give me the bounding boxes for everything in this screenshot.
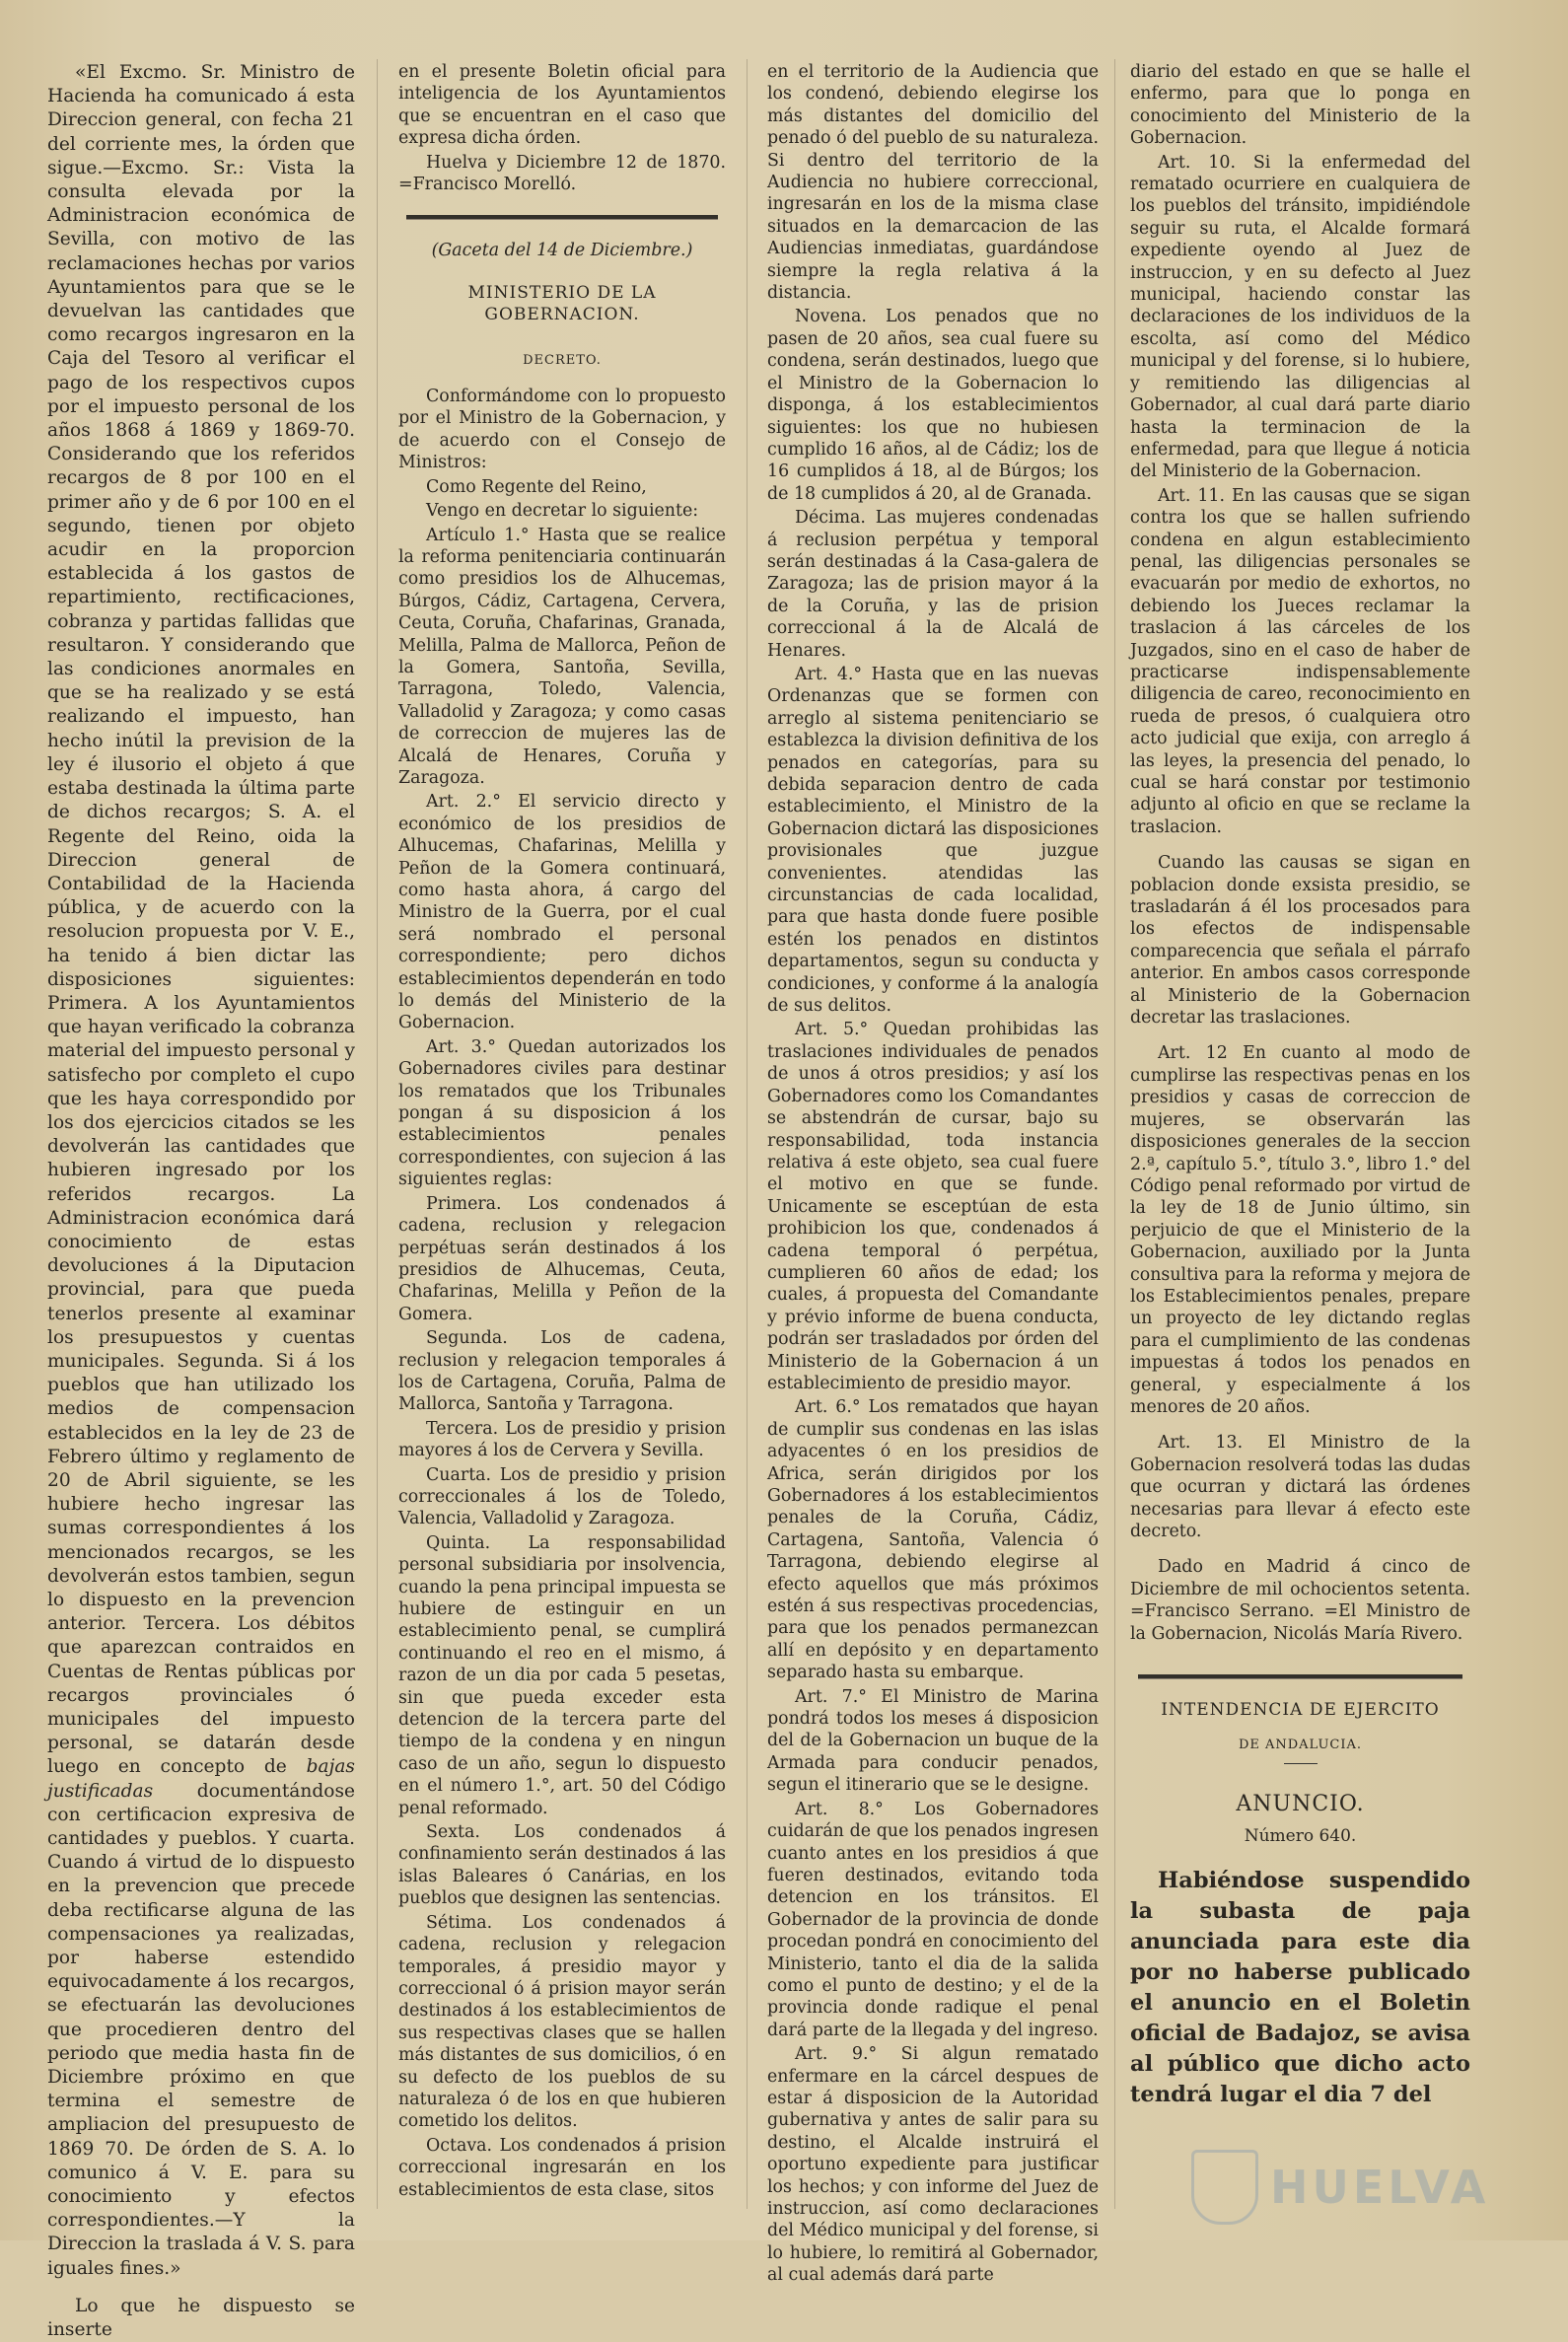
article-9: Art. 9.° Si algun rematado enfermare en la cárcel despues de estar á disposicion de la Autoridad gubernativa y antes de salir para su destino, el Alcalde instruirá el oportuno expediente para justificar los hechos; y con informe del Juez de instruccion, así como declaraciones del Médico municipal y del forense, si lo hubiere, lo remitirá al Gobernador, al cual además dará parte xyxy=(767,2044,1099,2286)
article-11: Art. 11. En las causas que se sigan contra los que se hallen sufriendo condena en algun establecimiento penal, las diligencias personales se evacuarán por medio de exhortos, no debiendo los Jueces reclamar la traslacion á las cárceles de los Juzgados, sino en el caso de haber de practicarse indispensablemente diligencia de careo, reconocimiento en rueda de presos, ó cualquiera otro acto judicial que exija, con arreglo á las leyes, la presencia del penado, lo cual se hará constar por testimonio adjunto al oficio en que se reclame la traslacion. xyxy=(1130,485,1470,837)
column-divider xyxy=(1114,59,1115,2209)
article-5: Art. 5.° Quedan prohibidas las traslaciones individuales de penados de unos á otros presidios; y así los Gobernadores como los Comandantes se abstendrán de cursar, bajo su responsabilidad, toda instancia relativa á este objeto, sea cual fuere el motivo en que se funde. Unicamente se esceptúan de esta prohibicion los que, condenados á cadena temporal ó perpétua, cumplieren 60 años de edad; los cuales, á propuesta del Comandante y prévio informe de buena conducta, podrán ser trasladados por órden del Ministerio de la Gobernacion á un establecimiento de presidio mayor. xyxy=(767,1020,1099,1393)
andalucia-subheading: DE ANDALUCIA. xyxy=(1238,1738,1363,1753)
article-7: Art. 7.° El Ministro de Marina pondrá todos los meses á disposicion del de la Gobernacion un buque de la Armada para conducir penados, segun el itinerario que se le designe. xyxy=(767,1686,1099,1796)
anuncio-number: Número 640. xyxy=(1244,1826,1357,1847)
hacienda-order-text: «El Excmo. Sr. Ministro de Hacienda ha comunicado á esta Direccion general, con fecha 21 del corriente mes, la órden que sigue.—Excmo. Sr.: Vista la consulta elevada por la Administracion económica de Sevilla, con motivo de las reclamaciones hechas por varios Ayuntamientos para que se le devuelvan las cantidades que como recargos ingresaron en la Caja del Tesoro al verificar el pago de los respectivos cupos por el impuesto personal de los años 1868 á 1869 y 1869-70. Considerando que los referidos recargos de 8 por 100 en el primer año y de 6 por 100 en el segundo, tienen por objeto acudir en la proporcion establecida á los gastos de repartimiento, rectificaciones, cobranza y partidas fallidas que resultaron. Y considerando que las condiciones anormales en que se ha realizado y se está realizando el impuesto, han hecho inútil la prevision de la ley é ilusorio el objeto á que estaba destinada la última parte de dichos recargos; S. A. el Regente del Reino, oida la Direccion general de Contabilidad de la Hacienda pública, y de acuerdo con la resolucion propuesta por V. E., ha tenido á bien dictar las disposiciones siguientes: Primera. A los Ayuntamientos que hayan verificado la cobranza material del impuesto personal y satisfecho por completo el cupo que les haya correspondido por los dos ejercicios citados se les devolverán las cantidades que hubieren ingresado por los referidos recargos. La Administracion económica dará conocimiento de estas devoluciones á la Diputacion provincial, para que pueda tenerlos presente al examinar los presupuestos y cuentas municipales. Segunda. Si á los pueblos que han utilizado los medios de compensacion establecidos en la ley de 23 de Febrero último y reglamento de 20 de Abril siguiente, se les hubiere hecho ingresar las sumas correspondientes á los mencionados recargos, se les devolverán estos tambien, segun lo dispuesto en la prevencion anterior. Tercera. Los débitos que aparezcan contraidos en Cuentas de Rentas públicas por recargos provinciales ó municipales del impuesto personal, se datarán desde luego en concepto de bajas justificadas documentándose con certificacion expresiva de cantidades y pueblos. Y cuarta. Cuando á virtud de lo dispuesto en la prevencion que precede deba rectificarse alguna de las compensaciones ya realizadas, por haberse estendido equivocadamente á los recargos, se efectuarán las devoluciones que procedieren dentro del periodo que media hasta fin de Diciembre próximo en que termina el semestre de ampliacion del presupuesto de 1869 70. De órden de S. A. lo comunico á V. E. para su conocimiento y efectos correspondientes.—Y la Direccion la traslada á V. S. para iguales fines.» xyxy=(47,62,355,2279)
gazette-reference: (Gaceta del 14 de Diciembre.) xyxy=(431,241,693,261)
rule-primera: Primera. Los condenados á cadena, reclusion y relegacion perpétuas serán destinados á los presidios de Alhucemas, Ceuta, Chafarinas, Melilla y Peñon de la Gomera. xyxy=(398,1193,726,1324)
article-12: Art. 12 En cuanto al modo de cumplirse las respectivas penas en los presidios y casas de correccion de mujeres, se observarán las disposiciones generales de la seccion 2.ª, capítulo 5.°, título 3.°, libro 1.° del Código penal reformado por virtud de la ley de 18 de Junio último, sin perjuicio de que el Ministerio de la Gobernacion, auxiliado por la Junta consultiva para la reforma y mejora de los Establecimientos penales, prepare un proyecto de ley dictando reglas para el cumplimiento de las condenas impuestas á todos los penados en general, y especialmente á los menores de 20 años. xyxy=(1130,1043,1470,1417)
rule-setima: Sétima. Los condenados á cadena, reclusion y relegacion temporales, á presidio mayor y correccional ó á prision mayor serán destinados á los establecimientos de sus respectivas clases que se hallen más distantes de sus domicilios, ó en su defecto de los pueblos de su naturaleza ó de los en que hubieren cometido los delitos. xyxy=(398,1912,726,2132)
article-4: Art. 4.° Hasta que en las nuevas Ordenanzas que se formen con arreglo al sistema penitenciario se establezca la division definitiva de los penados en categorías, para su debida separacion dentro de cada establecimiento, el Ministro de la Gobernacion dictará las disposiciones provisionales que juzgue convenientes. atendidas las circunstancias de cada localidad, para que hasta donde fuere posible estén los penados en distintos departamentos, segun su conducta y condiciones, y conforme á la analogía de sus delitos. xyxy=(767,664,1099,1017)
article-8: Art. 8.° Los Gobernadores cuidarán de que los penados ingresen cuanto antes en los presidios á que fueren destinados, evitando toda detencion en los tránsitos. El Gobernador de la provincia de donde procedan pondrá en conocimiento del Ministerio, tanto el dia de la salida como el punto de destino; y el de la provincia donde radique el penal dará parte de la llegada y del ingreso. xyxy=(767,1799,1099,2040)
intendencia-heading: INTENDENCIA DE EJERCITO xyxy=(1161,1700,1440,1721)
column-2 xyxy=(398,61,726,2211)
section-rule xyxy=(1138,1674,1462,1679)
rule-quinta: Quinta. La responsabilidad personal subsidiaria por insolvencia, cuando la pena principal impuesta se hubiere de estinguir en un establecimiento penal, se cumplirá continuando el reo en el mismo, á razon de un dia por cada 5 pesetas, sin que pueda exceder esta detencion de la tercera parte del tiempo de la condena y en ningun caso de un año, segun lo dispuesto en el número 1.°, art. 50 del Código penal reformado. xyxy=(398,1532,726,1818)
shield-icon xyxy=(1191,2150,1258,2225)
rule-sexta: Sexta. Los condenados á confinamiento serán destinados á las islas Baleares ó Canárias, en los pueblos que designen las sentencias. xyxy=(398,1822,726,1909)
article-6: Art. 6.° Los rematados que hayan de cumplir sus condenas en las islas adyacentes ó en los presidios de Africa, serán dirigidos por los Gobernadores á los establecimientos penales de la Coruña, Cádiz, Cartagena, Santoña, Valencia ó Tarragona, debiendo elegirse al efecto aquellos que más próximos estén á sus respectivas procedencias, para que los penados permanezcan allí en depósito y en departamento separado hasta su embarque. xyxy=(767,1397,1099,1683)
short-rule xyxy=(1284,1763,1318,1764)
column-4 xyxy=(1130,61,1470,2211)
article-10: Art. 10. Si la enfermedad del rematado ocurriere en cualquiera de los pueblos del tránsito, impidiéndole seguir su ruta, el Alcalde formará expediente oyendo al Juez de instruccion, y en su defecto al Juez municipal, haciendo constar las declaraciones de los individuos de la escolta, así como del Médico municipal y del forense, si lo hubiere, y remitiendo las diligencias al Gobernador, al cual dará parte diario hasta la terminacion de la enfermedad, para que llegue á noticia del Ministerio de la Gobernacion. xyxy=(1130,152,1470,482)
rule-cuarta: Cuarta. Los de presidio y prision correccionales á los de Toledo, Valencia, Valladolid y Zaragoza. xyxy=(398,1464,726,1529)
rule-novena: Novena. Los penados que no pasen de 20 años, sea cual fuere su condena, serán destinados, luego que el Ministro de la Gobernacion lo disponga, á los establecimientos siguientes: los que no hubiesen cumplido 16 años, al de Cádiz; los de 16 cumplidos á 18, al de Búrgos; los de 18 cumplidos á 20, al de Granada. xyxy=(767,307,1099,504)
article-1: Artículo 1.° Hasta que se realice la reforma penitenciaria continuarán como presidios los de Alhucemas, Búrgos, Cádiz, Cartagena, Cervera, Ceuta, Coruña, Chafarinas, Granada, Melilla, Palma de Mallorca, Peñon de la Gomera, Santoña, Sevilla, Tarragona, Toledo, Valencia, Valladolid y Zaragoza; y como casas de correccion de mujeres las de Alcalá de Henares, Coruña y Zaragoza. xyxy=(398,525,726,788)
continuation-text: en el presente Boletin oficial para inteligencia de los Ayuntamientos que se encuentran en el caso que expresa dicha órden. xyxy=(398,62,726,149)
decree-heading: DECRETO. xyxy=(523,352,602,368)
rule-octava: Octava. Los condenados á prision correccional ingresarán en los establecimientos de esta clase, sitos xyxy=(398,2135,726,2200)
archive-watermark xyxy=(1191,2148,1556,2227)
rule-decima: Décima. Las mujeres condenadas á reclusion perpétua y temporal serán destinadas á la Casa-galera de Zaragoza; las de prision mayor á la de la Coruña, y las de prision correccional á la de Alcalá de Henares. xyxy=(767,508,1099,661)
anuncio-heading: ANUNCIO. xyxy=(1236,1791,1365,1816)
section-rule xyxy=(406,215,718,220)
rule-segunda: Segunda. Los de cadena, reclusion y relegacion temporales á los de Cartagena, Coruña, Palma de Mallorca, Santoña y Tarragona. xyxy=(398,1328,726,1415)
closing-line: Lo que he dispuesto se inserte xyxy=(47,2295,355,2341)
column-divider xyxy=(747,59,748,2209)
signature-line: Huelva y Diciembre 12 de 1870. =Francisco Morelló. xyxy=(398,152,726,195)
decree-signoff: Dado en Madrid á cinco de Diciembre de mil ochocientos setenta. =Francisco Serrano. =El Ministro de la Gobernacion, Nicolás María Rivero. xyxy=(1130,1557,1470,1644)
continuation-text: diario del estado en que se halle el enfermo, para que lo ponga en conocimiento del Ministerio de la Gobernacion. xyxy=(1130,62,1470,149)
article-11-continued: Cuando las causas se sigan en poblacion donde exsista presidio, se trasladarán á él los procesados para los efectos de indispensable comparecencia que señala el párrafo anterior. En ambos casos corresponde al Ministerio de la Gobernacion decretar las traslaciones. xyxy=(1130,853,1470,1029)
column-3 xyxy=(767,61,1099,2286)
article-2: Art. 2.° El servicio directo y económico de los presidios de Alhucemas, Chafarinas, Melilla y Peñon de la Gomera continuará, como hasta ahora, á cargo del Ministro de la Guerra, por el cual será nombrado el personal correspondiente; pero dichos establecimientos dependerán en todo lo demás del Ministerio de la Gobernacion. xyxy=(398,792,726,1033)
article-13: Art. 13. El Ministro de la Gobernacion resolverá todas las dudas que ocurran y dictará las órdenes necesarias para llevar á efecto este decreto. xyxy=(1130,1433,1470,1541)
anuncio-body: Habiéndose suspendido la subasta de paja anunciada para este dia por no haberse publicado el anuncio en el Boletin oficial de Badajoz, se avisa al público que dicho acto tendrá lugar el dia 7 del xyxy=(1130,1867,1470,2107)
rule-tercera: Tercera. Los de presidio y prision mayores á los de Cervera y Sevilla. xyxy=(398,1418,726,1461)
watermark-text: HUELVA xyxy=(1270,2161,1490,2214)
italic-phrase: bajas justificadas xyxy=(47,1756,355,1802)
decree-intro: Conformándome con lo propuesto por el Ministro de la Gobernacion, y de acuerdo con el Consejo de Ministros: xyxy=(398,387,726,473)
continuation-text: en el territorio de la Audiencia que los condenó, debiendo elegirse los más distantes del domicilio del penado ó del pueblo de su naturaleza. Si dentro del territorio de la Audiencia no hubiere correccional, ingresarán en los de la misma clase situados en la demarcacion de las Audiencias inmediatas, guardándose siempre la regla relativa á la distancia. xyxy=(767,62,1099,304)
decree-regent: Como Regente del Reino, xyxy=(426,476,647,497)
ministry-heading: MINISTERIO DE LA GOBERNACION. xyxy=(467,282,657,325)
decree-vengo: Vengo en decretar lo siguiente: xyxy=(426,501,699,522)
column-1 xyxy=(47,61,355,2341)
article-3: Art. 3.° Quedan autorizados los Gobernadores civiles para destinar los rematados que los Tribunales pongan á su disposicion á los establecimientos penales correspondientes, con sujecion á las siguientes reglas: xyxy=(398,1036,726,1190)
column-divider xyxy=(377,59,378,2209)
